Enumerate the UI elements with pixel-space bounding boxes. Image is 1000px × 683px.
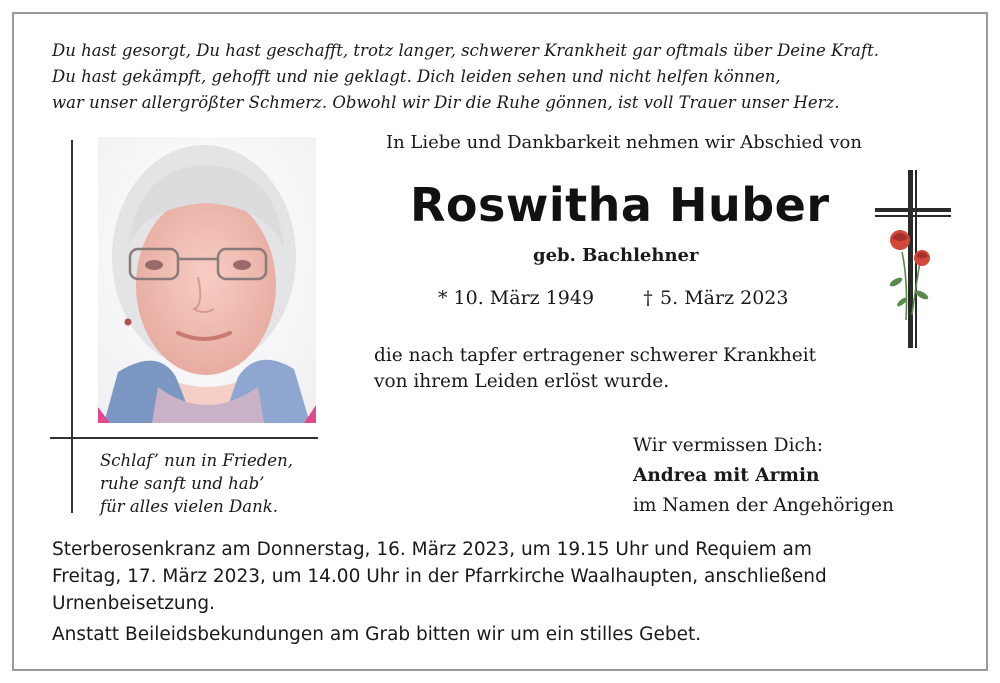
death-date-line <box>642 287 788 309</box>
poem-line: war unser allergrößter Schmerz. Obwohl wir Dir die Ruhe gönnen, ist voll Trauer unser Herz. <box>52 93 840 112</box>
service-line: Sterberosenkranz am Donnerstag, 16. März 2023, um 19.15 Uhr und Requiem am <box>52 539 812 560</box>
intro-text: In Liebe und Dankbarkeit nehmen wir Abschied von <box>386 132 862 153</box>
birth-name: geb. Bachlehner <box>533 245 699 266</box>
deceased-name: Roswitha Huber <box>410 178 830 232</box>
poem-line: Du hast gesorgt, Du hast geschafft, trotz langer, schwerer Krankheit gar oftmals über Deine Kraft. <box>52 41 880 60</box>
vertical-divider <box>71 140 73 513</box>
farewell-verse <box>100 449 293 518</box>
death-date: 5. März 2023 <box>660 287 789 309</box>
birth-date: * 10. März 1949 <box>438 287 595 309</box>
mourners-heading: Wir vermissen Dich: <box>633 435 824 456</box>
cross-with-roses-icon <box>872 170 954 350</box>
mourners-names: Andrea mit Armin <box>633 465 820 486</box>
poem <box>52 38 879 116</box>
poem-line: Du hast gekämpft, gehofft und nie geklagt. Dich leiden sehen und nicht helfen können, <box>52 67 781 86</box>
condolence-request: Anstatt Beileidsbekundungen am Grab bitten wir um ein stilles Gebet. <box>52 624 702 645</box>
portrait-photo <box>98 137 316 423</box>
mourners-family: im Namen der Angehörigen <box>633 495 894 516</box>
statement-line: von ihrem Leiden erlöst wurde. <box>374 371 670 392</box>
verse-line: Schlaf’ nun in Frieden, <box>100 451 293 470</box>
statement-line: die nach tapfer ertragener schwerer Krankheit <box>374 345 817 366</box>
death-statement <box>374 343 816 395</box>
service-line: Freitag, 17. März 2023, um 14.00 Uhr in der Pfarrkirche Waalhaupten, anschließend <box>52 566 827 587</box>
service-info <box>52 536 827 617</box>
mourners-block <box>633 431 894 521</box>
verse-line: ruhe sanft und hab’ <box>100 474 265 493</box>
dagger-icon: † <box>643 287 653 309</box>
verse-line: für alles vielen Dank. <box>100 497 278 516</box>
horizontal-divider <box>50 437 318 439</box>
service-line: Urnenbeisetzung. <box>52 593 215 614</box>
